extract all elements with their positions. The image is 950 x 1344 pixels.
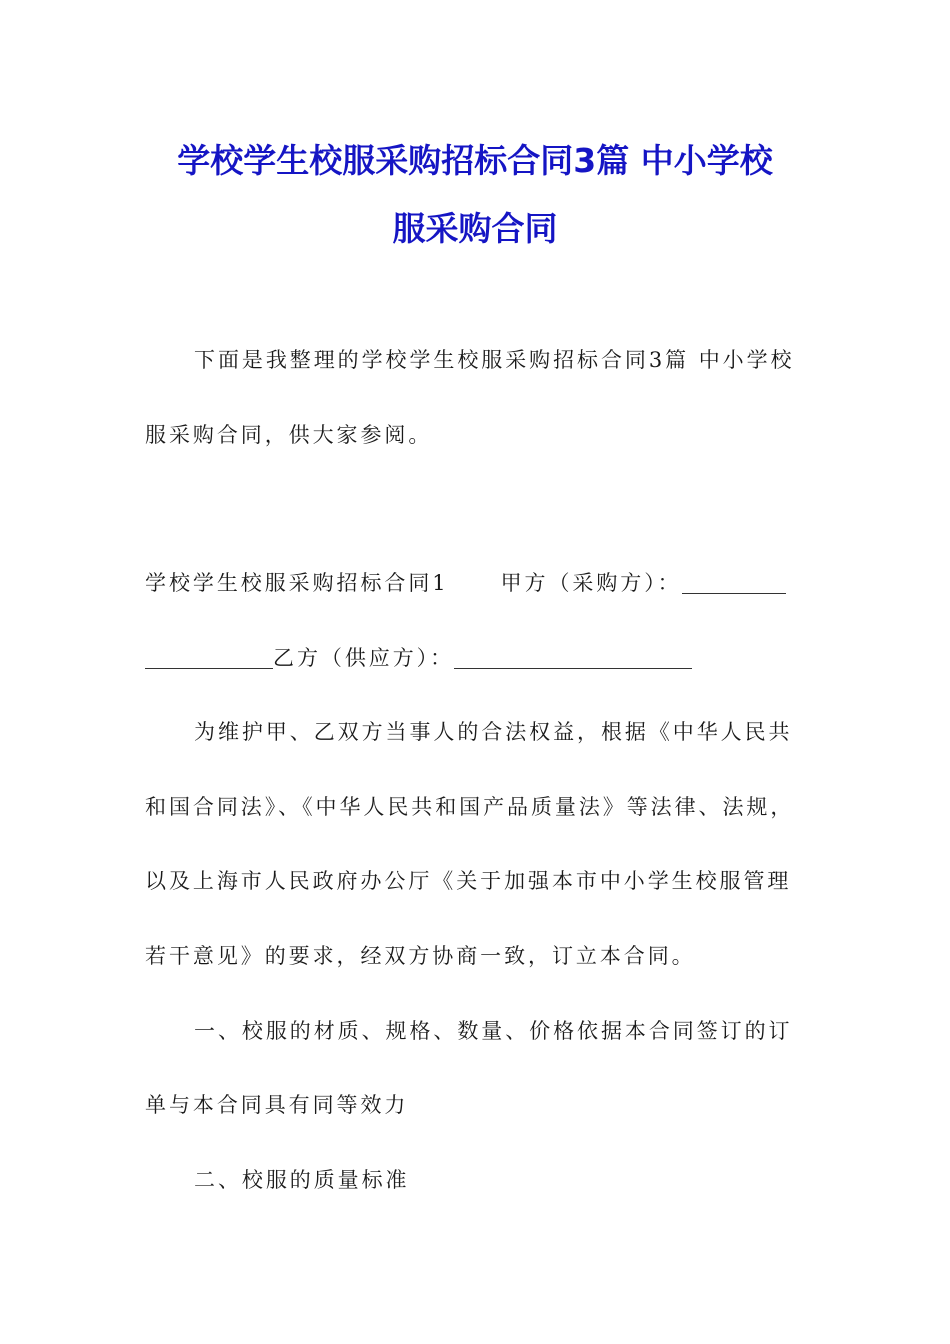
- document-title-line-2: 服采购合同: [392, 209, 558, 248]
- party-b-row: [145, 643, 692, 673]
- party-b-label: 乙方（供应方）：: [273, 646, 455, 670]
- item1-line-1: 一、校服的材质、规格、数量、价格依据本合同签订的订: [194, 1019, 793, 1043]
- document-title-line-1: 学校学生校服采购招标合同3篇 中小学校: [177, 141, 773, 180]
- para1-line-3: 以及上海市人民政府办公厅《关于加强本市中小学生校服管理: [145, 869, 792, 893]
- para1-line-1: 为维护甲、乙双方当事人的合法权益，根据《中华人民共: [194, 720, 793, 744]
- contract-heading-row: [145, 568, 786, 598]
- para1-line-4: 若干意见》的要求，经双方协商一致，订立本合同。: [145, 944, 696, 968]
- contract-heading: 学校学生校服采购招标合同1: [145, 571, 449, 595]
- party-a-blank-continued: [145, 648, 273, 669]
- party-a-label: 甲方（采购方）：: [500, 571, 682, 595]
- party-b-blank: [454, 648, 692, 669]
- intro-line-1: 下面是我整理的学校学生校服采购招标合同3篇 中小学校: [194, 348, 795, 372]
- para1-line-2: 和国合同法》、《中华人民共和国产品质量法》等法律、法规，: [145, 795, 795, 819]
- item2-line: 二、校服的质量标准: [194, 1168, 410, 1192]
- party-a-blank: [682, 573, 786, 594]
- intro-line-2: 服采购合同，供大家参阅。: [145, 423, 433, 447]
- item1-line-2: 单与本合同具有同等效力: [145, 1093, 409, 1117]
